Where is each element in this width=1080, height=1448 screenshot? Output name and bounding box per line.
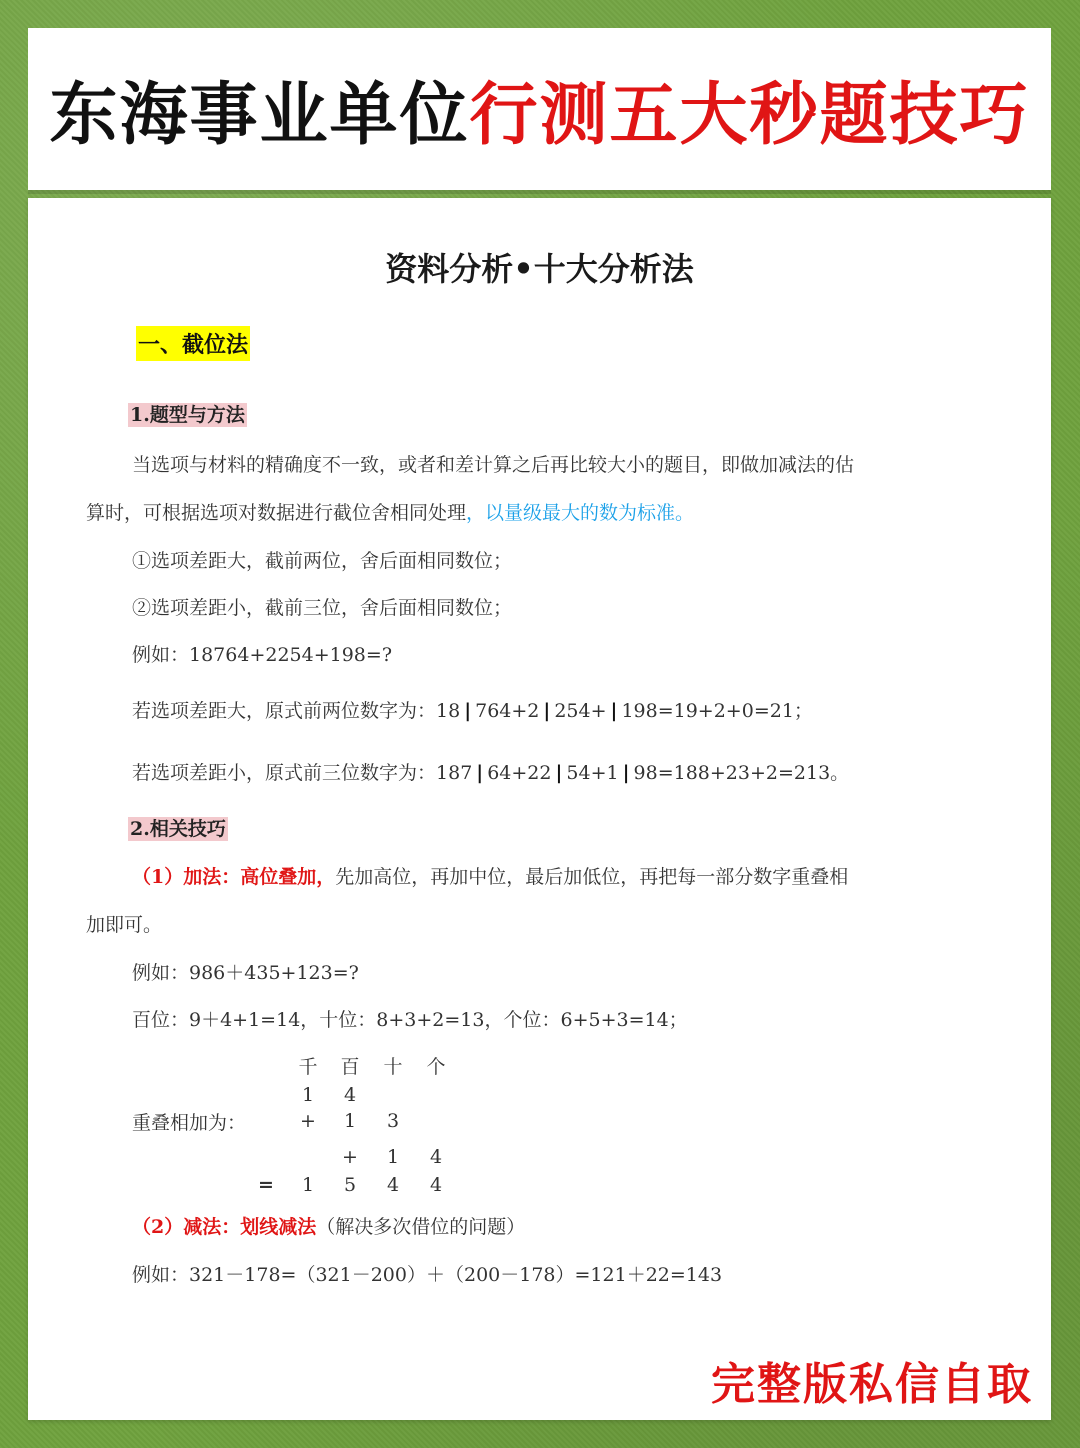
separator-bar: | <box>476 762 484 784</box>
paragraph-line-2 <box>86 498 694 525</box>
grid-cell: 1 <box>301 1174 315 1196</box>
addition-line-2: 加即可。 <box>86 914 163 936</box>
example-2: 例如：986＋435+123=? <box>132 962 359 984</box>
big-gap-part: 254+ <box>554 700 607 722</box>
banner-title-black: 东海事业单位 <box>49 74 470 155</box>
grid-cell: 1 <box>343 1110 357 1132</box>
grid-cell: 4 <box>386 1174 400 1196</box>
list-item-1: ①选项差距大，截前两位，舍后面相同数位； <box>132 550 513 572</box>
big-gap-prefix: 若选项差距大，原式前两位数字为： <box>132 700 437 722</box>
list-item-2: ②选项差距小，截前三位，舍后面相同数位； <box>132 597 513 619</box>
grid-header-ones: 个 <box>426 1056 446 1078</box>
big-gap-line <box>132 696 813 723</box>
small-gap-prefix: 若选项差距小，原式前三位数字为： <box>132 762 437 784</box>
subtraction-line <box>132 1212 525 1239</box>
addition-line <box>132 862 848 889</box>
big-gap-part: 764+2 <box>475 700 540 722</box>
grid-header-hundreds: 百 <box>340 1056 360 1078</box>
grid-cell: 4 <box>429 1146 443 1168</box>
digit-sums: 百位：9＋4+1=14，十位：8+3+2=13，个位：6+5+3=14； <box>132 1009 688 1031</box>
footer-note: 完整版私信自取 <box>711 1359 1033 1410</box>
title-banner <box>28 28 1051 190</box>
highlight-blue-text: ，以量级最大的数为标准。 <box>466 502 695 524</box>
grid-cell: + <box>342 1146 358 1168</box>
overlap-label: 重叠相加为： <box>132 1112 247 1134</box>
example-1: 例如：18764+2254+198=? <box>132 644 393 666</box>
small-gap-part: 64+22 <box>487 762 552 784</box>
subtraction-label: （2）减法：划线减法 <box>132 1216 317 1238</box>
grid-cell: 4 <box>429 1174 443 1196</box>
document-title: 资料分析•十大分析法 <box>385 250 694 288</box>
paragraph-text: 算时，可根据选项对数据进行截位舍相同处理 <box>86 502 467 524</box>
grid-cell: = <box>258 1174 274 1196</box>
grid-cell: 4 <box>343 1084 357 1106</box>
grid-cell: 5 <box>343 1174 357 1196</box>
subtraction-text: （解决多次借位的问题） <box>316 1216 526 1238</box>
paragraph-line-1: 当选项与材料的精确度不一致，或者和差计算之后再比较大小的题目，即做加减法的估 <box>132 454 855 476</box>
addition-label: （1）加法：高位叠加， <box>132 866 336 888</box>
grid-cell: + <box>300 1110 316 1132</box>
grid-cell: 1 <box>386 1146 400 1168</box>
example-3: 例如：321－178=（321－200）＋（200－178）=121＋22=143 <box>132 1264 723 1286</box>
separator-bar: | <box>610 700 618 722</box>
grid-header-tens: 十 <box>383 1056 403 1078</box>
document-page <box>28 198 1051 1420</box>
section-heading: 一、截位法 <box>136 326 250 361</box>
subheading-method: 1.题型与方法 <box>130 404 245 426</box>
separator-bar: | <box>464 700 472 722</box>
small-gap-part: 187 <box>436 762 473 784</box>
small-gap-line <box>132 758 849 785</box>
grid-cell: 3 <box>386 1110 400 1132</box>
grid-header-thousands: 千 <box>298 1056 318 1078</box>
separator-bar: | <box>543 700 551 722</box>
small-gap-part: 54+1 <box>566 762 619 784</box>
grid-cell: 1 <box>301 1084 315 1106</box>
separator-bar: | <box>555 762 563 784</box>
separator-bar: | <box>622 762 630 784</box>
big-gap-part: 198=19+2+0=21； <box>621 700 813 722</box>
addition-text: 先加高位，再加中位，最后加低位，再把每一部分数字重叠相 <box>335 866 849 888</box>
banner-title-red: 行测五大秒题技巧 <box>469 74 1030 155</box>
subheading-skills: 2.相关技巧 <box>130 818 226 840</box>
small-gap-part: 98=188+23+2=213。 <box>633 762 850 784</box>
big-gap-part: 18 <box>436 700 461 722</box>
